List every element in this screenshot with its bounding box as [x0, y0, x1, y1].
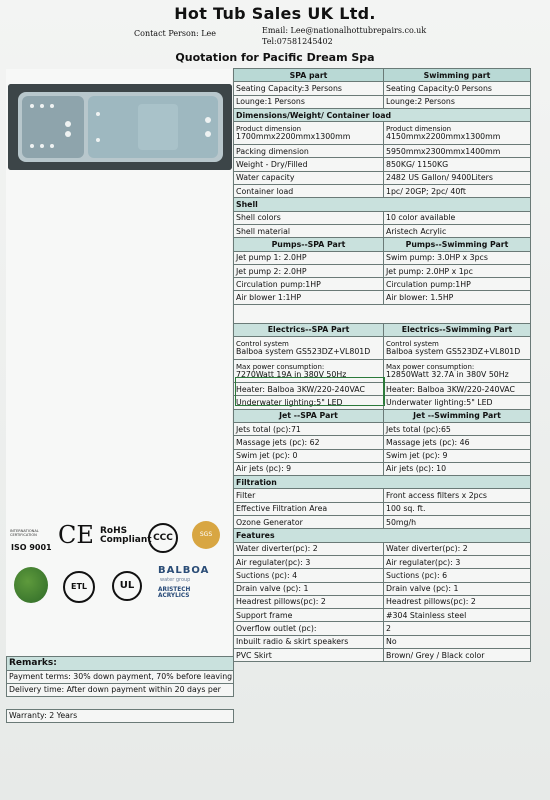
swimming-cell: 50mg/h	[384, 516, 531, 529]
table-row	[234, 569, 531, 582]
swimming-cell: Massage jets (pc): 46	[384, 436, 531, 449]
swimming-cell: Jet pump: 2.0HP x 1pc	[384, 264, 531, 277]
table-row	[234, 609, 531, 622]
table-row	[234, 516, 531, 529]
table-row	[234, 95, 531, 108]
spa-cell: Air blower 1:1HP	[234, 291, 384, 304]
spa-cell: Shell colors	[234, 211, 384, 224]
table-row	[234, 337, 531, 360]
swimming-cell: 1pc/ 20GP; 2pc/ 40ft	[384, 185, 531, 198]
col-head-spa: SPA part	[234, 69, 384, 82]
spa-cell: Circulation pump:1HP	[234, 278, 384, 291]
spa-cell: Ozone Generator	[234, 516, 384, 529]
warranty: Warranty: 2 Years	[6, 709, 234, 723]
section-heading-swimming: Pumps--Swimming Part	[384, 238, 531, 251]
table-row	[234, 171, 531, 184]
cell-value: 7270Watt 19A in 380V 50Hz	[236, 370, 347, 380]
table-row	[234, 489, 531, 502]
table-row	[234, 122, 531, 145]
spa-cell: Water capacity	[234, 171, 384, 184]
swimming-cell: Air blower: 1.5HP	[384, 291, 531, 304]
spa-cell: Seating Capacity:3 Persons	[234, 82, 384, 95]
swimming-cell: Front access filters x 2pcs	[384, 489, 531, 502]
section-heading: Filtration	[234, 476, 531, 489]
cell-label: Product dimension	[236, 124, 302, 133]
cell-value: Balboa system GS523DZ+VL801D	[386, 347, 521, 357]
table-row	[234, 251, 531, 264]
spa-cell: Headrest pillows(pc): 2	[234, 595, 384, 608]
balboa-subtitle: water group	[160, 577, 191, 583]
rohs-logo: RoHS Compliant	[100, 526, 152, 545]
spa-cell: Support frame	[234, 609, 384, 622]
swimming-cell: Air jets (pc): 10	[384, 462, 531, 475]
table-row	[234, 238, 531, 251]
section-heading-swimming: Electrics--Swimming Part	[384, 323, 531, 336]
swimming-cell	[384, 337, 531, 360]
swimming-cell: Swim pump: 3.0HP x 3pcs	[384, 251, 531, 264]
section-heading: Dimensions/Weight/ Container load	[234, 108, 531, 121]
spa-cell: Jet pump 1: 2.0HP	[234, 251, 384, 264]
spa-cell: Jet pump 2: 2.0HP	[234, 264, 384, 277]
table-row	[234, 409, 531, 422]
cert-caption: INTERNATIONAL CERTIFICATION	[10, 529, 39, 537]
swimming-cell: Circulation pump:1HP	[384, 278, 531, 291]
swimming-cell: Swim jet (pc): 9	[384, 449, 531, 462]
table-row	[234, 502, 531, 515]
spa-cell: Overflow outlet (pc):	[234, 622, 384, 635]
spa-cell: Air regulater(pc): 3	[234, 555, 384, 568]
swimming-cell: Aristech Acrylic	[384, 224, 531, 237]
table-row	[234, 224, 531, 237]
etl-logo: ETL	[63, 571, 95, 603]
contact-person: Contact Person: Lee	[134, 29, 216, 38]
spa-cell: Air jets (pc): 9	[234, 462, 384, 475]
spa-cell: Drain valve (pc): 1	[234, 582, 384, 595]
control-system-highlight	[235, 377, 385, 406]
spa-cell: Underwater lighting:5" LED	[234, 396, 384, 409]
swimming-cell: Water diverter(pc): 2	[384, 542, 531, 555]
spa-cell: Massage jets (pc): 62	[234, 436, 384, 449]
sgs-logo: SGS	[192, 521, 220, 549]
spa-cell: Lounge:1 Persons	[234, 95, 384, 108]
swimming-cell: Lounge:2 Persons	[384, 95, 531, 108]
ul-logo: UL	[112, 571, 142, 601]
table-row	[234, 436, 531, 449]
swim-spa-photo	[8, 84, 232, 170]
table-row	[234, 648, 531, 661]
company-name: Hot Tub Sales UK Ltd.	[174, 4, 376, 23]
spa-cell: Swim jet (pc): 0	[234, 449, 384, 462]
delivery-time: Delivery time: After down payment within 20 days per	[6, 684, 234, 697]
iso-logo: ISO 9001	[11, 543, 52, 552]
payment-terms: Payment terms: 30% down payment, 70% before leaving	[6, 671, 234, 684]
table-row	[234, 422, 531, 435]
table-row	[234, 622, 531, 635]
email-text: Email: Lee@nationalhottubrepairs.co.uk	[262, 26, 427, 35]
spa-cell: Filter	[234, 489, 384, 502]
cell-label: Control system	[236, 339, 289, 348]
spa-cell: Jets total (pc):71	[234, 422, 384, 435]
spa-cell: Effective Filtration Area	[234, 502, 384, 515]
cell-label: Product dimension	[386, 124, 452, 133]
section-heading-swimming: Jet --Swimming Part	[384, 409, 531, 422]
swimming-cell: Air regulater(pc): 3	[384, 555, 531, 568]
swimming-cell	[384, 360, 531, 383]
section-heading: Shell	[234, 198, 531, 211]
swimming-cell: #304 Stainless steel	[384, 609, 531, 622]
table-row	[234, 291, 531, 304]
table-row	[234, 595, 531, 608]
swimming-cell: 850KG/ 1150KG	[384, 158, 531, 171]
swimming-cell: 2482 US Gallon/ 9400Liters	[384, 171, 531, 184]
spa-cell: Container load	[234, 185, 384, 198]
cell-label: Max power consumption:	[236, 362, 325, 371]
table-row	[234, 529, 531, 542]
section-heading: Features	[234, 529, 531, 542]
cell-value: 12850Watt 32.7A in 380V 50Hz	[386, 370, 509, 380]
table-row	[234, 462, 531, 475]
swimming-cell: 2	[384, 622, 531, 635]
swimming-cell: Brown/ Grey / Black color	[384, 648, 531, 661]
ce-logo: CE	[58, 521, 94, 549]
tel-text: Tel:07581245402	[262, 37, 333, 46]
ccc-logo: CCC	[148, 523, 178, 553]
spa-cell: PVC Skirt	[234, 648, 384, 661]
table-row	[234, 82, 531, 95]
cell-label: Max power consumption:	[386, 362, 475, 371]
blank-cell	[234, 304, 531, 323]
spa-cell: Water diverter(pc): 2	[234, 542, 384, 555]
table-row	[234, 542, 531, 555]
spa-cell	[234, 337, 384, 360]
spa-cell: Weight - Dry/Filled	[234, 158, 384, 171]
swimming-cell: No	[384, 635, 531, 648]
section-heading-spa: Jet --SPA Part	[234, 409, 384, 422]
table-row	[234, 264, 531, 277]
table-row	[234, 449, 531, 462]
cell-value: 1700mmx2200mmx1300mm	[236, 132, 351, 142]
quotation-title: Quotation for Pacific Dream Spa	[175, 51, 375, 64]
control-system-highlight-edge	[383, 377, 385, 404]
table-row	[234, 476, 531, 489]
col-head-swimming: Swimming part	[384, 69, 531, 82]
table-row	[234, 158, 531, 171]
table-row	[234, 555, 531, 568]
remarks-box	[6, 656, 234, 723]
table-row	[234, 635, 531, 648]
contact-details	[262, 25, 426, 47]
cell-value: 4150mmx2200mmx1300mm	[386, 132, 501, 142]
swimming-cell: Headrest pillows(pc): 2	[384, 595, 531, 608]
swimming-cell: 100 sq. ft.	[384, 502, 531, 515]
table-row	[234, 198, 531, 211]
table-row	[234, 185, 531, 198]
table-row	[234, 582, 531, 595]
spa-cell: Suctions (pc): 4	[234, 569, 384, 582]
spa-cell: Heater: Balboa 3KW/220-240VAC	[234, 383, 384, 396]
swimming-cell: 10 color available	[384, 211, 531, 224]
table-row	[234, 108, 531, 121]
spa-cell	[234, 122, 384, 145]
aristech-logo: ARISTECH ACRYLICS	[158, 587, 191, 599]
table-row	[234, 145, 531, 158]
spa-cell: Shell material	[234, 224, 384, 237]
spa-cell: Packing dimension	[234, 145, 384, 158]
swimming-cell: 5950mmx2300mmx1400mm	[384, 145, 531, 158]
swimming-cell	[384, 122, 531, 145]
swimming-cell: Jets total (pc):65	[384, 422, 531, 435]
remarks-gap	[6, 697, 234, 709]
swimming-cell: Drain valve (pc): 1	[384, 582, 531, 595]
swimming-cell: Seating Capacity:0 Persons	[384, 82, 531, 95]
balboa-logo: BALBOA	[158, 565, 210, 576]
cell-value: Balboa system GS523DZ+VL801D	[236, 347, 371, 357]
table-row	[234, 323, 531, 336]
swimming-cell: Suctions (pc): 6	[384, 569, 531, 582]
table-row	[234, 278, 531, 291]
section-heading-spa: Electrics--SPA Part	[234, 323, 384, 336]
section-heading-spa: Pumps--SPA Part	[234, 238, 384, 251]
tree-logo-icon	[14, 567, 48, 603]
table-header-row	[234, 69, 531, 82]
specification-table	[233, 68, 531, 662]
certification-logos	[8, 515, 233, 615]
spa-cell: Inbuilt radio & skirt speakers	[234, 635, 384, 648]
table-row	[234, 304, 531, 323]
swimming-cell: Underwater lighting:5" LED	[384, 396, 531, 409]
table-row	[234, 211, 531, 224]
remarks-title: Remarks:	[6, 656, 234, 671]
cell-label: Control system	[386, 339, 439, 348]
swimming-cell: Heater: Balboa 3KW/220-240VAC	[384, 383, 531, 396]
